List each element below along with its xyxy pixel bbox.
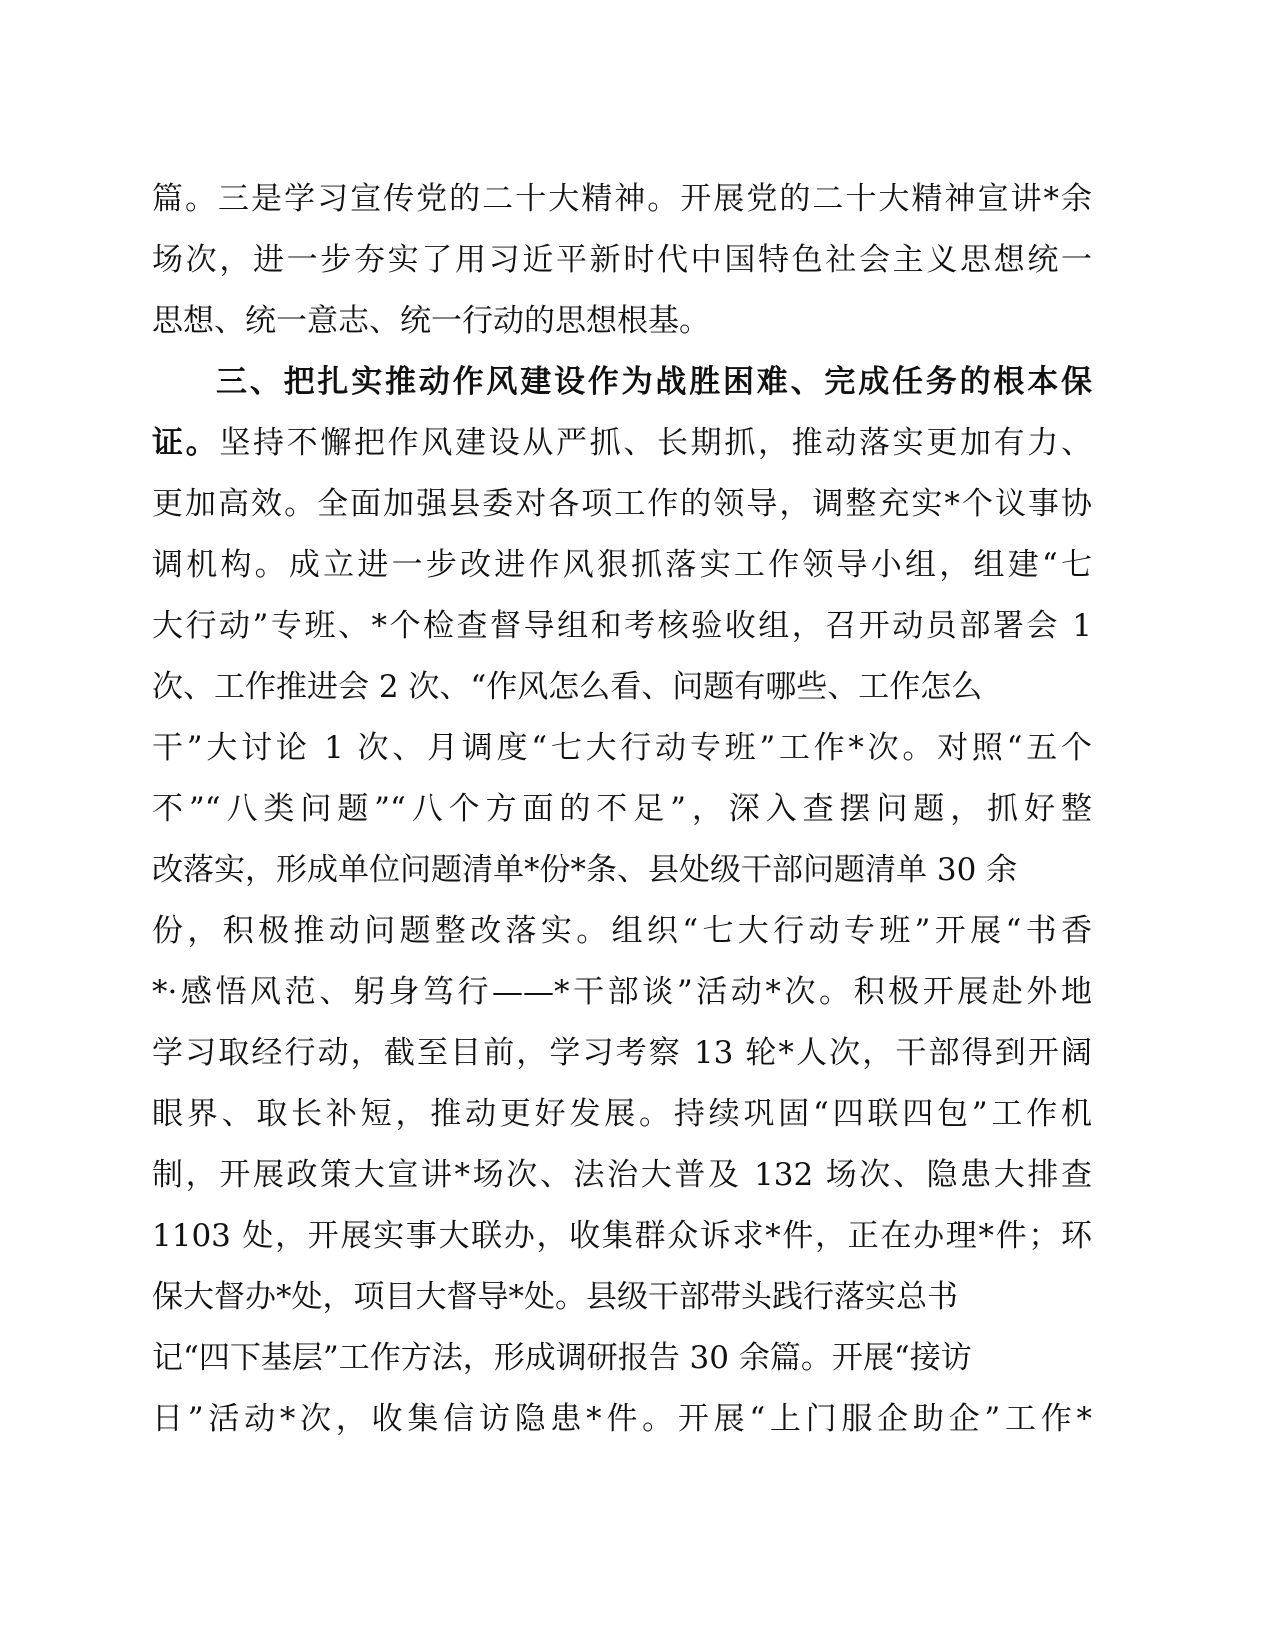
paragraph-line: 场次，进一步夯实了用习近平新时代中国特色社会主义思想统一 [152,242,1092,278]
paragraph-line: 份，积极推动问题整改落实。组织“七大行动专班”开展“书香 [152,913,1092,949]
paragraph-line: 不”“八类问题”“八个方面的不足”，深入查摆问题，抓好整 [152,791,1092,827]
paragraph-line: 更加高效。全面加强县委对各项工作的领导，调整充实*个议事协 [152,486,1092,522]
section-heading: 三、把扎实推动作风建设作为战胜困难、完成任务的根本保 [216,364,1092,400]
paragraph-line: 大行动”专班、*个检查督导组和考核验收组，召开动员部署会 1 [152,608,1092,644]
paragraph-line: 篇。三是学习宣传党的二十大精神。开展党的二十大精神宣讲*余 [152,181,1092,217]
paragraph-line: 调机构。成立进一步改进作风狠抓落实工作领导小组，组建“七 [152,547,1092,583]
section-heading-end: 证。 [152,425,220,461]
paragraph-line: 学习取经行动，截至目前，学习考察 13 轮*人次，干部得到开阔 [152,1035,1092,1071]
paragraph-line: 眼界、取长补短，推动更好发展。持续巩固“四联四包”工作机 [152,1096,1092,1132]
paragraph-line: 记“四下基层”工作方法，形成调研报告 30 余篇。开展“接访 [152,1340,972,1376]
paragraph-line: *·感悟风范、躬身笃行——*干部谈”活动*次。积极开展赴外地 [152,974,1092,1010]
paragraph-line: 1103 处，开展实事大联办，收集群众诉求*件，正在办理*件；环 [152,1218,1092,1254]
paragraph-line: 干”大讨论 1 次、月调度“七大行动专班”工作*次。对照“五个 [152,730,1092,766]
paragraph-line [152,412,1092,474]
paragraph-line: 次、工作推进会 2 次、“作风怎么看、问题有哪些、工作怎么 [152,669,983,705]
paragraph-text: 坚持不懈把作风建设从严抓、长期抓，推动落实更加有力、 [219,425,1092,461]
paragraph-line: 制，开展政策大宣讲*场次、法治大普及 132 场次、隐患大排查 [152,1157,1092,1193]
paragraph-line: 日”活动*次，收集信访隐患*件。开展“上门服企助企”工作* [152,1401,1092,1437]
paragraph-line: 思想、统一意志、统一行动的思想根基。 [152,303,710,339]
paragraph-line: 改落实，形成单位问题清单*份*条、县处级干部问题清单 30 余 [152,852,1018,888]
paragraph-line: 保大督办*处，项目大督导*处。县级干部带头践行落实总书 [152,1279,958,1315]
